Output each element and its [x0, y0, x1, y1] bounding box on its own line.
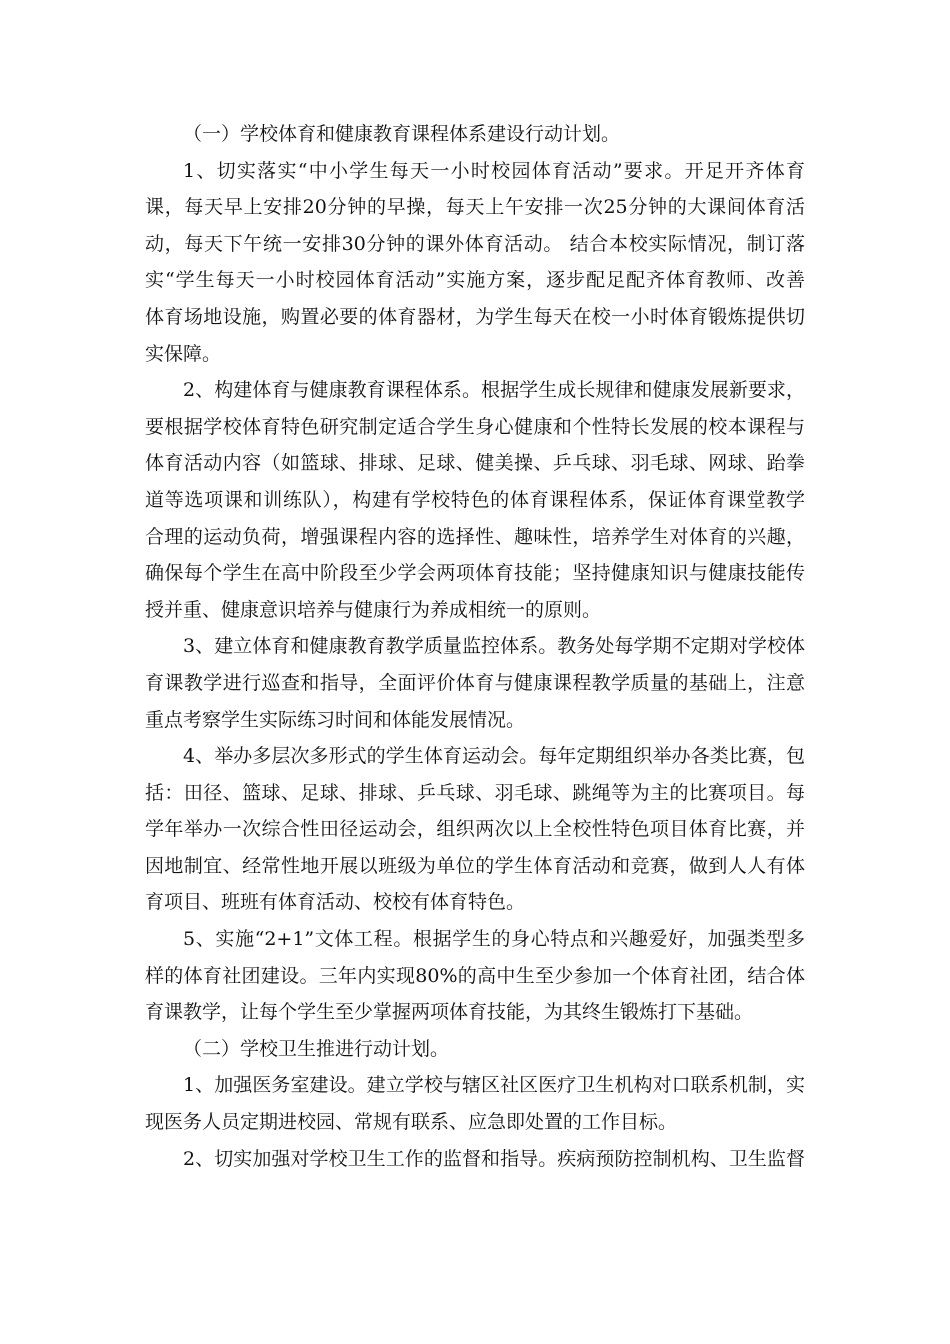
paragraph-line: 育课教学进行巡查和指导，全面评价体育与健康课程教学质量的基础上，注意 [145, 671, 805, 694]
paragraph-line: 4、举办多层次多形式的学生体育运动会。每年定期组织举办各类比赛，包 [183, 745, 805, 768]
paragraph-line: 确保每个学生在高中阶段至少学会两项体育技能；坚持健康知识与健康技能传 [145, 562, 805, 585]
document-body [145, 116, 805, 1177]
paragraph-line: 授并重、健康意识培养与健康行为养成相统一的原则。 [145, 598, 602, 621]
paragraph-line: 5、实施“2+1”文体工程。根据学生的身心特点和兴趣爱好，加强类型多 [183, 928, 805, 951]
paragraph-line: 样的体育社团建设。三年内实现80%的高中生至少参加一个体育社团，结合体 [145, 964, 805, 987]
paragraph-line: （一）学校体育和健康教育课程体系建设行动计划。 [183, 123, 621, 145]
paragraph-line: 体育场地设施，购置必要的体育器材，为学生每天在校一小时体育锻炼提供切 [145, 305, 805, 328]
paragraph-line: 学年举办一次综合性田径运动会，组织两次以上全校性特色项目体育比赛，并 [145, 818, 805, 841]
paragraph-line: 育课教学，让每个学生至少掌握两项体育技能，为其终生锻炼打下基础。 [145, 1001, 754, 1024]
paragraph-line: 3、建立体育和健康教育教学质量监控体系。教务处每学期不定期对学校体 [183, 635, 805, 658]
paragraph-line: 1、加强医务室建设。建立学校与辖区社区医疗卫生机构对口联系机制，实 [183, 1074, 805, 1097]
paragraph-line: 重点考察学生实际练习时间和体能发展情况。 [145, 708, 526, 731]
paragraph-line: 体育活动内容（如篮球、排球、足球、健美操、乒乓球、羽毛球、网球、跆拳 [145, 452, 805, 475]
paragraph-line: 合理的运动负荷，增强课程内容的选择性、趣味性，培养学生对体育的兴趣， [145, 525, 805, 548]
paragraph-line: 道等选项课和训练队），构建有学校特色的体育课程体系，保证体育课堂教学 [145, 488, 805, 511]
paragraph-line: 要根据学校体育特色研究制定适合学生身心健康和个性特长发展的校本课程与 [145, 415, 805, 438]
paragraph-line: 2、构建体育与健康教育课程体系。根据学生成长规律和健康发展新要求， [183, 379, 805, 402]
paragraph-line: 课，每天早上安排20分钟的早操，每天上午安排一次25分钟的大课间体育活 [145, 196, 805, 219]
paragraph-line: 2、切实加强对学校卫生工作的监督和指导。疾病预防控制机构、卫生监督 [183, 1147, 805, 1170]
paragraph-line: 括：田径、篮球、足球、排球、乒乓球、羽毛球、跳绳等为主的比赛项目。每 [145, 781, 805, 804]
paragraph-line: 1、切实落实“中小学生每天一小时校园体育活动”要求。开足开齐体育 [183, 159, 805, 182]
paragraph-line: 因地制宜、经常性地开展以班级为单位的学生体育活动和竞赛，做到人人有体 [145, 854, 805, 877]
paragraph-line: 实“学生每天一小时校园体育活动”实施方案，逐步配足配齐体育教师、改善 [145, 269, 805, 292]
paragraph-line: 动，每天下午统一安排30分钟的课外体育活动。 结合本校实际情况，制订落 [145, 232, 805, 255]
paragraph-line: 现医务人员定期进校园、常规有联系、应急即处置的工作目标。 [145, 1111, 678, 1134]
paragraph-line: 实保障。 [145, 342, 222, 365]
paragraph-line: （二）学校卫生推进行动计划。 [183, 1037, 450, 1060]
paragraph-line: 育项目、班班有体育活动、校校有体育特色。 [145, 891, 526, 914]
